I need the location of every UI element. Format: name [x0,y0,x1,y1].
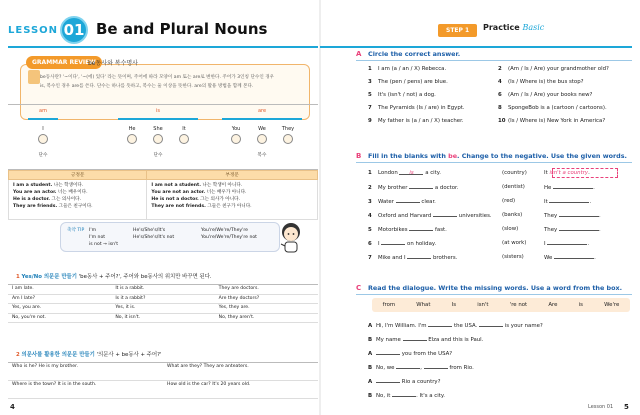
exercise-a-item: 3 The (pen / pens) are blue. [368,79,448,85]
pronoun-group-is [118,108,198,158]
answer-blank[interactable] [376,378,400,383]
pronoun-group-are [222,108,302,158]
section-b-letter: B [356,152,362,160]
dialogue-line: B My name Elza and this is Paul. [368,337,484,343]
exercise-b-sentence: 5 Motorbikes fast. [368,227,447,233]
lesson-number: 01 [60,16,88,44]
number-label: 단수 [153,153,163,158]
lesson-badge [8,16,88,44]
word-box-item: from [382,302,396,308]
tip-column: You're/We're/They're You're/We're/They're not [201,228,257,240]
pronoun: We [258,126,266,132]
exercise-b-hint: (at work) [502,240,527,246]
word-box-item: What [416,302,431,308]
answer-blank[interactable] [554,254,594,259]
exercise-a-item: 8 SpongeBob is a (cartoon / cartoons). [498,105,607,111]
exercise-b-sentence: 6 I on holiday. [368,241,437,247]
negative-cell: I am not a student. 나는 학생이 아니다. You are not an actor. 너는 배우가 아니다. He is not a doctor. 그는 의사가 아니다. They are not friends. 그들은 친구가 아니다. [147,180,318,220]
answer-blank[interactable] [559,212,599,217]
pronoun: He [128,126,136,132]
exercise-b-answer: He . [544,185,595,191]
table-row: I am late. It is a rabbit. They are doctors. [8,285,318,295]
answer-blank[interactable] [424,364,448,369]
exercise-b-hint: (country) [502,170,527,176]
word-box-item: Are [548,302,558,308]
pronoun: I [42,126,44,132]
grammar-text-line: be동사란? '~이다', '~(에) 있다' 라는 뜻이며, 주어에 따라 모양이 am 또는 are로 변한다. 주어가 3인칭 단수인 경우 [40,75,275,80]
exercise-a-item: 2 (Am / Is / Are) your grandmother old? [498,66,609,72]
dialogue-line: B No, we , from Rio. [368,365,474,371]
exercise-a-item: 10 (Is / Where is) New York in America? [498,118,606,124]
exercise-a-item: 6 (Am / Is / Are) your books new? [498,92,593,98]
word-box-item: is [578,302,583,308]
section-2-heading: 2 의문사를 활용한 의문문 만들기 '의문사 + be동사 + 주어?' [16,352,162,358]
grammar-review-subtitle: be동사와 복수명사 [88,60,138,67]
face-icon [153,134,163,144]
tip-label: 축약 TIP [67,228,85,233]
contraction-tip [60,222,280,252]
pronoun: They [281,126,295,132]
answer-blank[interactable] [407,254,431,259]
answer-blank[interactable] [553,184,593,189]
tip-column: I'm I'm not is not → isn't [89,228,119,247]
page-number: 5 [624,403,629,411]
yes-no-question-table [8,284,318,323]
face-icon [127,134,137,144]
answer-blank[interactable] [376,350,400,355]
face-icon [38,134,48,144]
section-rule [356,60,632,61]
exercise-a-item: 1 I am (a / an / X) Rebecca. [368,66,447,72]
table-row: No, you're not. No, it isn't. No, they aren't. [8,313,318,323]
verb-bar [118,118,198,120]
pronoun: It [182,126,186,132]
section-a-letter: A [356,50,362,58]
answer-blank[interactable] [409,184,433,189]
word-box-item: 're not [509,302,528,308]
positive-cell: I am a student. 나는 학생이다. You are an actor. 너는 배우이다. He is a doctor. 그는 의사이다. They are friends. 그들은 친구이다. [9,180,147,220]
exercise-b-hint: (dentist) [502,184,525,190]
exercise-a-item: 7 The Pyramids (Is / are) in Egypt. [368,105,465,111]
table-row: Yes, you are. Yes, it is. Yes, they are. [8,304,318,314]
exercise-b-sentence: 3 Water clear. [368,199,436,205]
answer-blank[interactable] [433,212,457,217]
page-number: 4 [10,403,15,411]
table-row: Am I late? Is it a rabbit? Are they doctors? [8,294,318,304]
exercise-a-item: 9 My father is (a / an / X) teacher. [368,118,464,124]
grammar-text-line: is, 복수인 경우 are를 쓴다. 단수는 하나를 뜻하고, 복수는 둘 이상을 뜻한다. are의 활용 방법을 함께 본다. [40,84,254,89]
answer-blank[interactable] [403,336,427,341]
verb-label: is [156,108,160,114]
exercise-b-hint: (red) [502,198,516,204]
right-page [320,0,640,415]
exercise-b-answer: It . [544,199,592,205]
table-row: Who is he? He is my brother. What are they? They are anteaters. [8,363,318,381]
answer-blank[interactable] [428,322,452,327]
exercise-b-hint: (banks) [502,212,523,218]
verb-label: am [39,108,47,114]
section-a-title: Circle the correct answer. [368,50,461,58]
number-label: 단수 [38,153,48,158]
word-box-item: isn't [477,302,489,308]
pronoun: You [231,126,241,132]
tip-column: He's/She's/It's He's/She's/It's not [133,228,175,240]
section-c-letter: C [356,284,362,292]
document-icon [28,70,40,84]
wh-question-table [8,362,318,399]
table-header-negative: 부정문 [147,171,318,180]
face-icon [179,134,189,144]
word-box [372,298,630,312]
answer-blank[interactable] [479,322,503,327]
verb-label: are [257,108,267,114]
dialogue-line: A you from the USA? [368,351,453,357]
header-divider [320,46,632,48]
exercise-b-sentence: 7 Mike and I brothers. [368,255,458,261]
word-box-item: We're [604,302,620,308]
verb-bar [222,118,302,120]
exercise-a-item: 4 (Is / Where is) the bus stop? [498,79,584,85]
exercise-b-answer: They . [544,213,601,219]
lesson-word: LESSON [8,24,59,36]
section-c-title: Read the dialogue. Write the missing words. Use a word from the box. [368,284,623,292]
grammar-review-tag: GRAMMAR REVIEW [26,56,102,69]
answer-blank[interactable] [396,364,420,369]
answer-blank[interactable] [549,198,589,203]
pronoun-group-am [28,108,58,158]
pronoun: She [153,126,163,132]
girl-illustration-icon [276,220,306,254]
verb-bar [28,118,58,120]
exercise-b-answer: They . [544,227,601,233]
answer-blank[interactable] [409,226,433,231]
dialogue-line: A Hi, I'm William. I'm the USA. is your name? [368,323,543,329]
number-label: 복수 [257,153,267,158]
section-b-title: Fill in the blanks with be. Change to the negative. Use the given words. [368,152,627,160]
exercise-b-sentence: 2 My brother a doctor. [368,185,459,191]
exercise-b-hint: (sisters) [502,254,524,260]
section-rule [356,294,632,295]
word-box-item: Is [451,302,457,308]
practice-title: Practice Basic [483,23,545,32]
exercise-a-item: 5 It's (isn't / not) a dog. [368,92,436,98]
lesson-title: Be and Plural Nouns [96,20,268,38]
table-row: Where is the town? It is in the south. How old is the car? It's 20 years old. [8,381,318,399]
answer-blank[interactable] [396,198,420,203]
section-1-heading: 1 Yes/No 의문문 만들기 'be동사 + 주어?', 주어와 be동사의 위치만 바꾸면 된다. [16,274,212,280]
face-icon [283,134,293,144]
footer-lesson-label: Lesson 01 [588,404,614,410]
answer-blank[interactable] [547,240,587,245]
exercise-b-sentence: 4 Oxford and Harvard universities. [368,213,492,219]
face-icon [257,134,267,144]
dialogue-line: A Rio a country? [368,379,441,385]
exercise-b-answer: I . [544,241,590,247]
grammar-table [8,170,318,220]
step-tag: STEP 1 [438,24,477,37]
exercise-b-answer: We . [544,255,596,261]
header-divider [8,46,318,48]
answer-blank[interactable] [392,392,416,397]
exercise-b-answer: It isn't a country. [544,170,590,176]
answer-blank[interactable] [559,226,599,231]
section-rule [356,162,632,163]
table-header-positive: 긍정문 [9,171,147,180]
dialogue-line: B No, it . It's a city. [368,393,445,399]
exercise-b-sentence: 1 London is a city. [368,170,441,176]
answer-blank[interactable] [381,240,405,245]
face-icon [231,134,241,144]
exercise-b-hint: (slow) [502,226,519,232]
